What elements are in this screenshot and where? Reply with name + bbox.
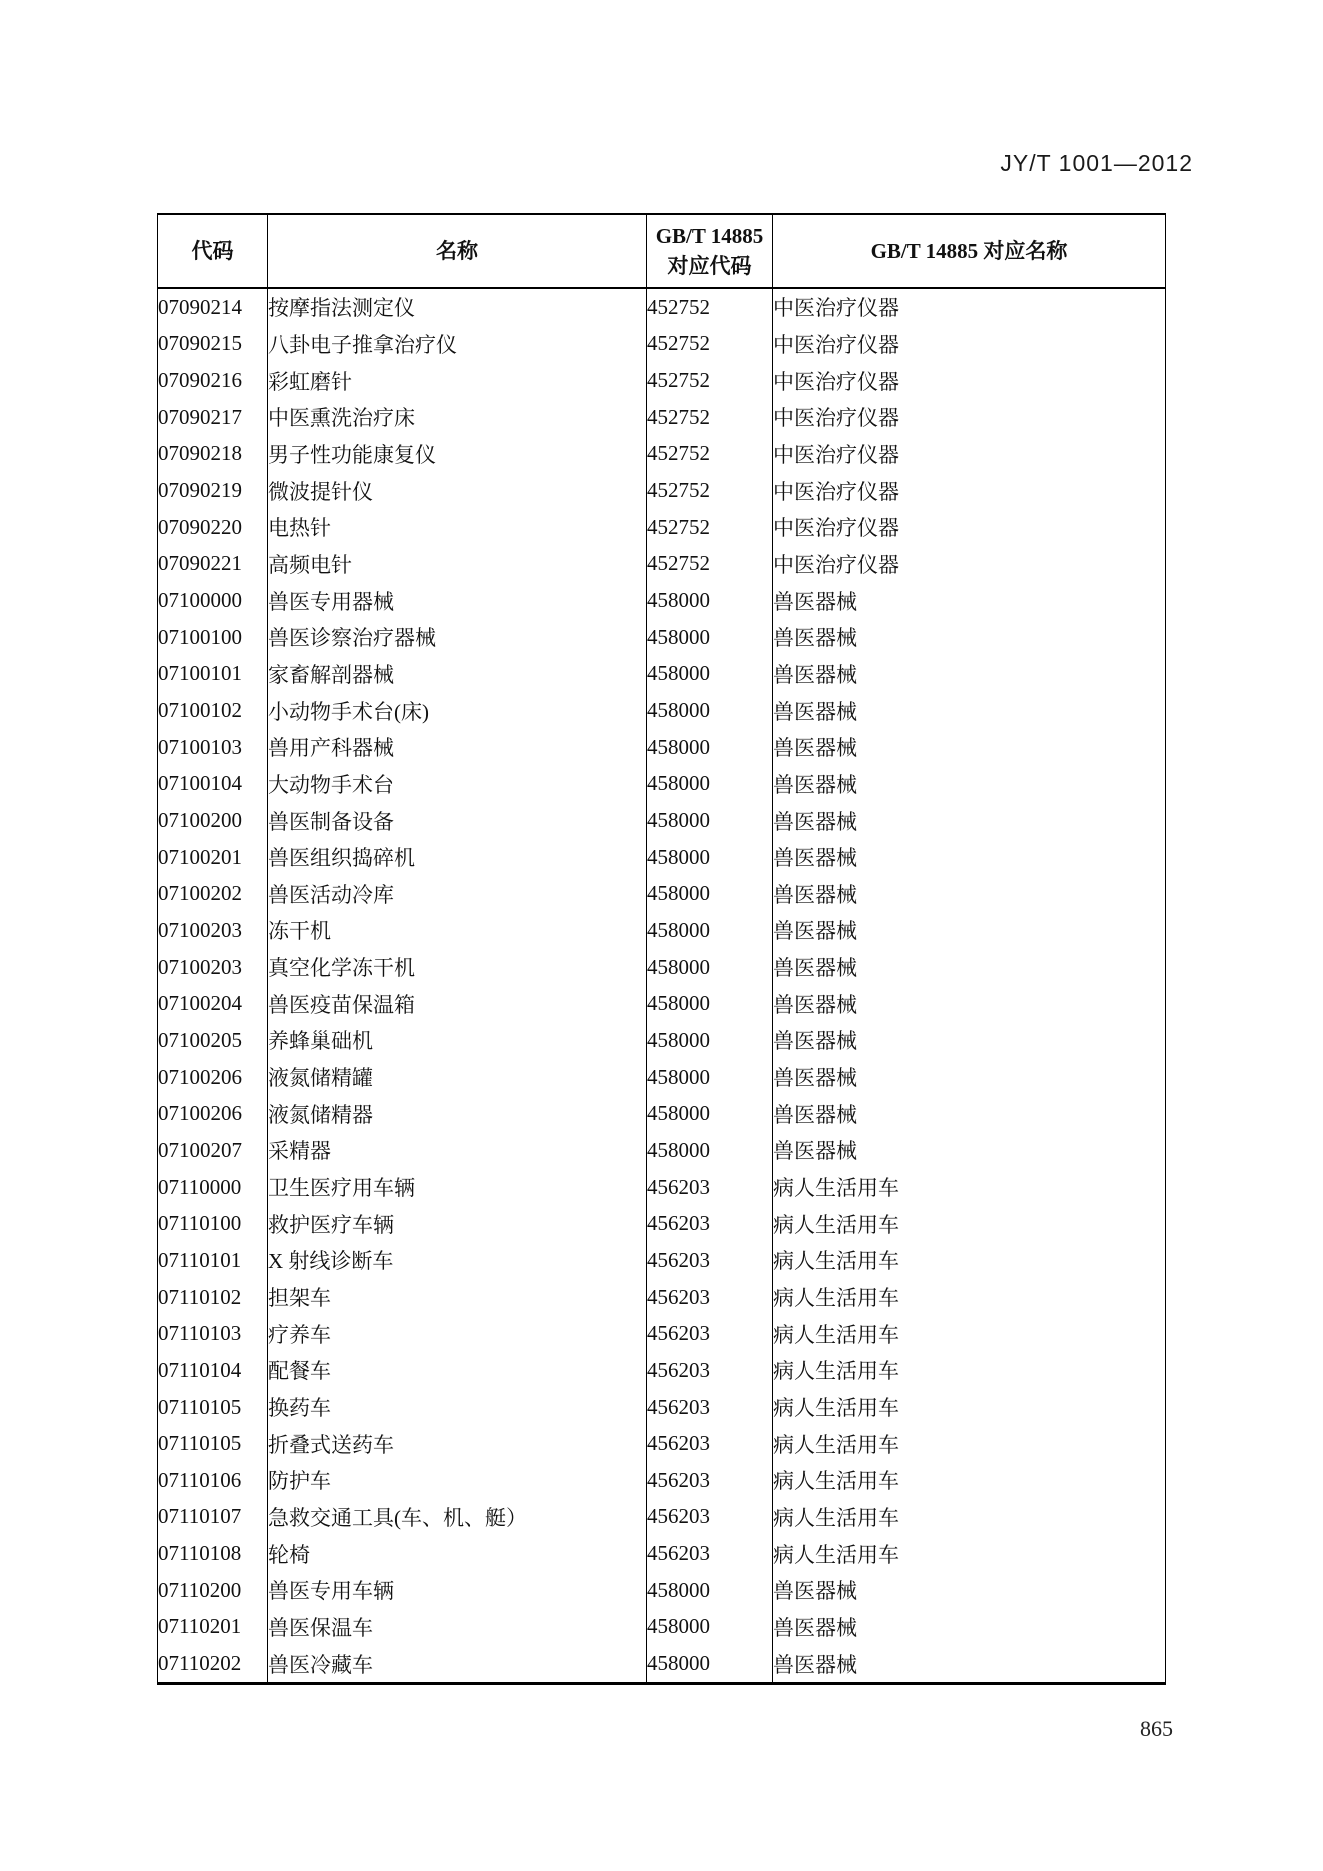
table-row	[158, 1462, 1166, 1499]
cell-gbt-code: 452752	[647, 472, 773, 509]
cell-name: 防护车	[268, 1462, 647, 1499]
table-row	[158, 912, 1166, 949]
table-header-row	[158, 214, 1166, 288]
cell-code: 07090214	[158, 288, 268, 326]
cell-gbt-name: 兽医器械	[773, 729, 1166, 766]
cell-gbt-name: 中医治疗仪器	[773, 326, 1166, 363]
cell-name: 兽医冷藏车	[268, 1645, 647, 1683]
cell-code: 07110105	[158, 1425, 268, 1462]
cell-code: 07100201	[158, 839, 268, 876]
cell-gbt-code: 458000	[647, 912, 773, 949]
table-row	[158, 1609, 1166, 1646]
cell-gbt-code: 458000	[647, 1609, 773, 1646]
code-mapping-table	[157, 213, 1166, 1685]
cell-name: 家畜解剖器械	[268, 656, 647, 693]
cell-code: 07110101	[158, 1242, 268, 1279]
cell-name: 兽医疫苗保温箱	[268, 985, 647, 1022]
cell-name: 兽用产科器械	[268, 729, 647, 766]
table-row	[158, 1572, 1166, 1609]
cell-name: 配餐车	[268, 1352, 647, 1389]
header-code	[158, 214, 268, 288]
table-row	[158, 1242, 1166, 1279]
cell-gbt-code: 458000	[647, 802, 773, 839]
cell-gbt-name: 兽医器械	[773, 619, 1166, 656]
cell-gbt-name: 兽医器械	[773, 692, 1166, 729]
table-row	[158, 876, 1166, 913]
cell-code: 07100206	[158, 1095, 268, 1132]
cell-gbt-name: 病人生活用车	[773, 1352, 1166, 1389]
cell-code: 07110100	[158, 1205, 268, 1242]
cell-name: 高频电针	[268, 546, 647, 583]
table-row	[158, 1535, 1166, 1572]
cell-gbt-name: 兽医器械	[773, 766, 1166, 803]
table-row	[158, 656, 1166, 693]
cell-code: 07100206	[158, 1059, 268, 1096]
cell-code: 07110000	[158, 1169, 268, 1206]
cell-name: 担架车	[268, 1279, 647, 1316]
cell-code: 07110106	[158, 1462, 268, 1499]
cell-code: 07100204	[158, 985, 268, 1022]
header-name-label: 名称	[436, 238, 478, 263]
cell-name: 轮椅	[268, 1535, 647, 1572]
cell-gbt-code: 458000	[647, 619, 773, 656]
table-row	[158, 1352, 1166, 1389]
cell-gbt-code: 458000	[647, 1645, 773, 1683]
table-row	[158, 436, 1166, 473]
cell-gbt-code: 452752	[647, 362, 773, 399]
header-gbt-name-label: GB/T 14885 对应名称	[870, 238, 1068, 263]
table-row	[158, 1059, 1166, 1096]
cell-gbt-code: 452752	[647, 326, 773, 363]
cell-code: 07090219	[158, 472, 268, 509]
cell-code: 07100205	[158, 1022, 268, 1059]
cell-code: 07100101	[158, 656, 268, 693]
cell-gbt-code: 452752	[647, 399, 773, 436]
cell-code: 07100202	[158, 876, 268, 913]
cell-name: 急救交通工具(车、机、艇）	[268, 1499, 647, 1536]
cell-code: 07090218	[158, 436, 268, 473]
table-row	[158, 399, 1166, 436]
cell-name: 中医熏洗治疗床	[268, 399, 647, 436]
cell-name: 电热针	[268, 509, 647, 546]
table-row	[158, 1425, 1166, 1462]
cell-gbt-name: 中医治疗仪器	[773, 436, 1166, 473]
cell-gbt-name: 病人生活用车	[773, 1425, 1166, 1462]
cell-gbt-code: 456203	[647, 1389, 773, 1426]
cell-name: 折叠式送药车	[268, 1425, 647, 1462]
cell-name: 兽医制备设备	[268, 802, 647, 839]
cell-gbt-name: 兽医器械	[773, 656, 1166, 693]
header-gbt-code-line2: 对应代码	[667, 254, 752, 278]
cell-gbt-code: 452752	[647, 436, 773, 473]
cell-code: 07110107	[158, 1499, 268, 1536]
cell-gbt-code: 458000	[647, 656, 773, 693]
cell-gbt-code: 456203	[647, 1462, 773, 1499]
cell-name: 换药车	[268, 1389, 647, 1426]
page-number: 865	[1140, 1716, 1173, 1741]
cell-code: 07090221	[158, 546, 268, 583]
cell-gbt-code: 456203	[647, 1279, 773, 1316]
cell-gbt-code: 458000	[647, 582, 773, 619]
table-row	[158, 1095, 1166, 1132]
cell-name: 养蜂巢础机	[268, 1022, 647, 1059]
cell-gbt-name: 中医治疗仪器	[773, 399, 1166, 436]
cell-gbt-code: 458000	[647, 1132, 773, 1169]
table-header	[158, 214, 1166, 288]
cell-code: 07100104	[158, 766, 268, 803]
table-row	[158, 362, 1166, 399]
cell-code: 07100203	[158, 949, 268, 986]
table-row	[158, 619, 1166, 656]
table-row	[158, 546, 1166, 583]
cell-code: 07100102	[158, 692, 268, 729]
table-row	[158, 1315, 1166, 1352]
cell-name: 液氮储精器	[268, 1095, 647, 1132]
cell-gbt-code: 458000	[647, 766, 773, 803]
table-row	[158, 1645, 1166, 1683]
table-row	[158, 288, 1166, 326]
table-row	[158, 1389, 1166, 1426]
cell-code: 07100100	[158, 619, 268, 656]
cell-gbt-name: 兽医器械	[773, 802, 1166, 839]
cell-gbt-code: 456203	[647, 1315, 773, 1352]
table-row	[158, 1169, 1166, 1206]
cell-gbt-name: 兽医器械	[773, 1022, 1166, 1059]
cell-code: 07100207	[158, 1132, 268, 1169]
cell-gbt-code: 458000	[647, 876, 773, 913]
cell-code: 07110103	[158, 1315, 268, 1352]
cell-gbt-name: 中医治疗仪器	[773, 362, 1166, 399]
cell-name: 真空化学冻干机	[268, 949, 647, 986]
cell-name: 兽医专用器械	[268, 582, 647, 619]
cell-gbt-code: 452752	[647, 546, 773, 583]
table-row	[158, 692, 1166, 729]
table-row	[158, 582, 1166, 619]
cell-name: 卫生医疗用车辆	[268, 1169, 647, 1206]
header-gbt-code	[647, 214, 773, 288]
table-row	[158, 509, 1166, 546]
table-row	[158, 1499, 1166, 1536]
cell-gbt-name: 中医治疗仪器	[773, 509, 1166, 546]
cell-code: 07110202	[158, 1645, 268, 1683]
cell-name: 兽医活动冷库	[268, 876, 647, 913]
cell-gbt-code: 456203	[647, 1425, 773, 1462]
cell-gbt-code: 456203	[647, 1205, 773, 1242]
cell-code: 07100103	[158, 729, 268, 766]
cell-gbt-name: 病人生活用车	[773, 1462, 1166, 1499]
cell-gbt-name: 病人生活用车	[773, 1389, 1166, 1426]
cell-gbt-name: 兽医器械	[773, 1095, 1166, 1132]
cell-gbt-code: 456203	[647, 1535, 773, 1572]
cell-gbt-code: 458000	[647, 1572, 773, 1609]
cell-gbt-code: 458000	[647, 985, 773, 1022]
cell-gbt-code: 452752	[647, 509, 773, 546]
cell-gbt-name: 兽医器械	[773, 839, 1166, 876]
cell-code: 07110201	[158, 1609, 268, 1646]
cell-name: 采精器	[268, 1132, 647, 1169]
cell-code: 07090216	[158, 362, 268, 399]
table-row	[158, 1132, 1166, 1169]
cell-name: 微波提针仪	[268, 472, 647, 509]
cell-code: 07110102	[158, 1279, 268, 1316]
cell-gbt-name: 兽医器械	[773, 1609, 1166, 1646]
cell-gbt-name: 兽医器械	[773, 582, 1166, 619]
header-code-label: 代码	[191, 238, 234, 263]
cell-code: 07110200	[158, 1572, 268, 1609]
cell-name: 救护医疗车辆	[268, 1205, 647, 1242]
table-row	[158, 949, 1166, 986]
table-row	[158, 766, 1166, 803]
cell-gbt-code: 458000	[647, 729, 773, 766]
cell-code: 07090215	[158, 326, 268, 363]
cell-name: 兽医保温车	[268, 1609, 647, 1646]
cell-name: X 射线诊断车	[268, 1242, 647, 1279]
cell-gbt-name: 病人生活用车	[773, 1279, 1166, 1316]
table-row	[158, 1022, 1166, 1059]
cell-code: 07110108	[158, 1535, 268, 1572]
cell-gbt-code: 456203	[647, 1242, 773, 1279]
cell-name: 八卦电子推拿治疗仪	[268, 326, 647, 363]
table-row	[158, 839, 1166, 876]
cell-gbt-name: 病人生活用车	[773, 1315, 1166, 1352]
header-gbt-code-line1: GB/T 14885	[655, 223, 764, 248]
cell-gbt-code: 458000	[647, 1095, 773, 1132]
cell-gbt-name: 病人生活用车	[773, 1169, 1166, 1206]
cell-code: 07100200	[158, 802, 268, 839]
cell-gbt-name: 兽医器械	[773, 912, 1166, 949]
cell-gbt-code: 458000	[647, 692, 773, 729]
cell-name: 兽医专用车辆	[268, 1572, 647, 1609]
cell-gbt-code: 452752	[647, 288, 773, 326]
cell-code: 07110104	[158, 1352, 268, 1389]
cell-name: 疗养车	[268, 1315, 647, 1352]
cell-gbt-name: 兽医器械	[773, 985, 1166, 1022]
cell-name: 兽医组织捣碎机	[268, 839, 647, 876]
cell-gbt-name: 病人生活用车	[773, 1499, 1166, 1536]
cell-name: 大动物手术台	[268, 766, 647, 803]
table-row	[158, 326, 1166, 363]
cell-gbt-code: 458000	[647, 839, 773, 876]
cell-code: 07110105	[158, 1389, 268, 1426]
cell-code: 07100000	[158, 582, 268, 619]
header-name	[268, 214, 647, 288]
cell-gbt-name: 兽医器械	[773, 1132, 1166, 1169]
cell-name: 兽医诊察治疗器械	[268, 619, 647, 656]
cell-gbt-code: 456203	[647, 1352, 773, 1389]
cell-gbt-name: 病人生活用车	[773, 1242, 1166, 1279]
cell-gbt-name: 兽医器械	[773, 1572, 1166, 1609]
table-row	[158, 729, 1166, 766]
cell-gbt-name: 病人生活用车	[773, 1535, 1166, 1572]
cell-gbt-name: 兽医器械	[773, 949, 1166, 986]
cell-gbt-code: 458000	[647, 1022, 773, 1059]
cell-gbt-code: 458000	[647, 1059, 773, 1096]
cell-gbt-name: 中医治疗仪器	[773, 546, 1166, 583]
table-row	[158, 802, 1166, 839]
standard-number: JY/T 1001—2012	[1000, 150, 1193, 176]
header-gbt-name	[773, 214, 1166, 288]
cell-name: 按摩指法测定仪	[268, 288, 647, 326]
cell-code: 07090217	[158, 399, 268, 436]
cell-name: 彩虹磨针	[268, 362, 647, 399]
cell-code: 07090220	[158, 509, 268, 546]
cell-gbt-name: 中医治疗仪器	[773, 472, 1166, 509]
cell-gbt-name: 兽医器械	[773, 1059, 1166, 1096]
cell-gbt-code: 458000	[647, 949, 773, 986]
table-body	[158, 288, 1166, 1683]
table-row	[158, 985, 1166, 1022]
cell-name: 小动物手术台(床)	[268, 692, 647, 729]
cell-gbt-code: 456203	[647, 1499, 773, 1536]
cell-name: 冻干机	[268, 912, 647, 949]
table-row	[158, 1205, 1166, 1242]
cell-name: 男子性功能康复仪	[268, 436, 647, 473]
cell-gbt-name: 中医治疗仪器	[773, 288, 1166, 326]
cell-gbt-name: 兽医器械	[773, 876, 1166, 913]
table-row	[158, 1279, 1166, 1316]
cell-code: 07100203	[158, 912, 268, 949]
cell-gbt-code: 456203	[647, 1169, 773, 1206]
table-row	[158, 472, 1166, 509]
cell-gbt-name: 兽医器械	[773, 1645, 1166, 1683]
cell-name: 液氮储精罐	[268, 1059, 647, 1096]
cell-gbt-name: 病人生活用车	[773, 1205, 1166, 1242]
